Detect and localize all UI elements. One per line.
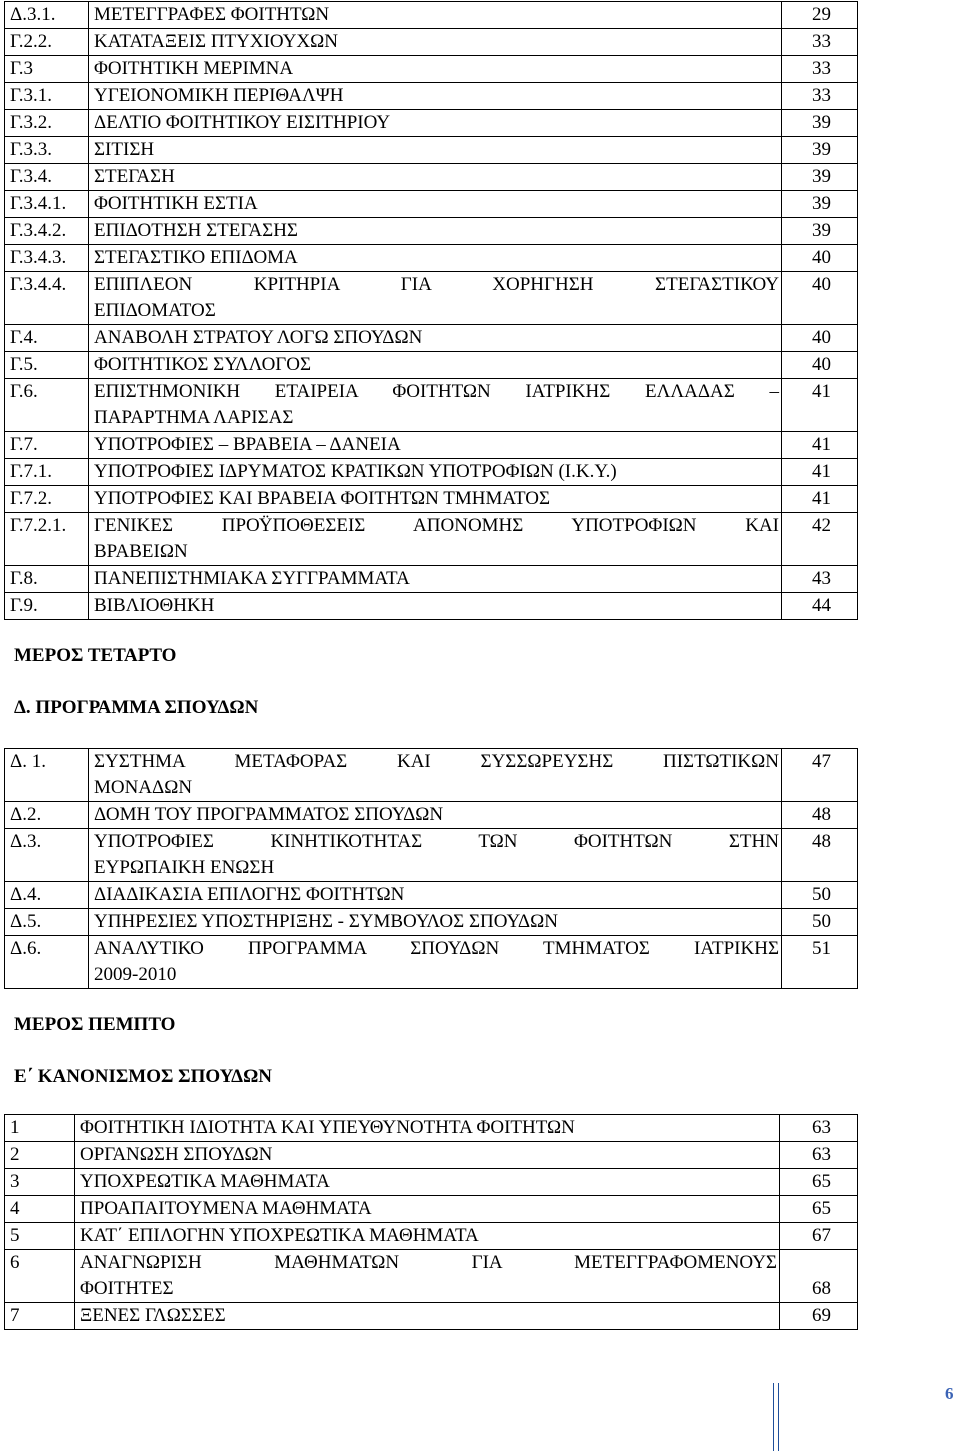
toc-title-line: ΑΝΑΛΥΤΙΚΟ ΠΡΟΓΡΑΜΜΑ ΣΠΟΥΔΩΝ ΤΜΗΜΑΤΟΣ ΙΑΤΡΙΚΗΣ	[94, 938, 779, 959]
toc-row	[5, 2, 858, 29]
toc-page-number: 47	[782, 749, 858, 802]
toc-section-code: Γ.7.	[5, 432, 89, 459]
toc-title-line: ΑΝΑΓΝΩΡΙΣΗ ΜΑΘΗΜΑΤΩΝ ΓΙΑ ΜΕΤΕΓΓΡΑΦΟΜΕΝΟΥΣ	[80, 1252, 777, 1273]
toc-title-line: ΥΠΟΧΡΕΩΤΙΚΑ ΜΑΘΗΜΑΤΑ	[80, 1171, 330, 1192]
toc-row	[5, 593, 858, 620]
toc-title-line: ΥΠΗΡΕΣΙΕΣ ΥΠΟΣΤΗΡΙΞΗΣ - ΣΥΜΒΟΥΛΟΣ ΣΠΟΥΔΩΝ	[94, 911, 558, 932]
toc-section-title	[89, 218, 782, 245]
toc-row	[5, 486, 858, 513]
toc-table-part5	[4, 1114, 858, 1330]
toc-section-code: Γ.7.2.1.	[5, 513, 89, 566]
toc-section-title	[89, 29, 782, 56]
part5-subheading: Ε΄ ΚΑΝΟΝΙΣΜΟΣ ΣΠΟΥΔΩΝ	[14, 1066, 273, 1087]
toc-title-line: ΓΕΝΙΚΕΣ ΠΡΟΫΠΟΘΕΣΕΙΣ ΑΠΟΝΟΜΗΣ ΥΠΟΤΡΟΦΙΩΝ ΚΑΙ	[94, 515, 779, 536]
toc-section-title	[75, 1169, 780, 1196]
toc-title-line: ΔΕΛΤΙΟ ΦΟΙΤΗΤΙΚΟΥ ΕΙΣΙΤΗΡΙΟΥ	[94, 112, 391, 133]
toc-row	[5, 1196, 858, 1223]
toc-section-title	[89, 272, 782, 325]
toc-row	[5, 936, 858, 989]
toc-page-number: 29	[782, 2, 858, 29]
toc-page-number: 51	[782, 936, 858, 989]
toc-title-line: ΕΠΙΠΛΕΟΝ ΚΡΙΤΗΡΙΑ ΓΙΑ ΧΟΡΗΓΗΣΗ ΣΤΕΓΑΣΤΙΚΟΥ	[94, 274, 779, 295]
toc-page-number: 40	[782, 325, 858, 352]
toc-page-number: 63	[780, 1115, 858, 1142]
toc-title-line: ΣΥΣΤΗΜΑ ΜΕΤΑΦΟΡΑΣ ΚΑΙ ΣΥΣΣΩΡΕΥΣΗΣ ΠΙΣΤΩΤΙΚΩΝ	[94, 751, 779, 772]
toc-title-continuation: ΕΠΙΔΟΜΑΤΟΣ	[94, 300, 216, 321]
toc-page-number: 43	[782, 566, 858, 593]
toc-title-line: ΥΠΟΤΡΟΦΙΕΣ ΚΑΙ ΒΡΑΒΕΙΑ ΦΟΙΤΗΤΩΝ ΤΜΗΜΑΤΟΣ	[94, 488, 551, 509]
toc-title-line: ΒΙΒΛΙΟΘΗΚΗ	[94, 595, 215, 616]
toc-row	[5, 245, 858, 272]
toc-row	[5, 513, 858, 566]
toc-section-title	[89, 882, 782, 909]
toc-title-line: ΔΙΑΔΙΚΑΣΙΑ ΕΠΙΛΟΓΗΣ ΦΟΙΤΗΤΩΝ	[94, 884, 405, 905]
toc-title-line: ΚΑΤΑΤΑΞΕΙΣ ΠΤΥΧΙΟΥΧΩΝ	[94, 31, 338, 52]
toc-row	[5, 110, 858, 137]
toc-section-title	[89, 829, 782, 882]
toc-page-number: 68	[780, 1250, 858, 1303]
toc-page-number: 33	[782, 83, 858, 110]
toc-row	[5, 218, 858, 245]
toc-title-continuation: ΜΟΝΑΔΩΝ	[94, 777, 193, 798]
footer-rule	[773, 1383, 779, 1451]
toc-section-title	[89, 56, 782, 83]
toc-section-title	[89, 379, 782, 432]
toc-page-number: 39	[782, 110, 858, 137]
toc-page-number: 41	[782, 379, 858, 432]
toc-section-title	[89, 325, 782, 352]
toc-title-line: ΠΡΟΑΠΑΙΤΟΥΜΕΝΑ ΜΑΘΗΜΑΤΑ	[80, 1198, 372, 1219]
toc-page-number: 67	[780, 1223, 858, 1250]
toc-section-code: Γ.3.4.2.	[5, 218, 89, 245]
toc-title-line: ΑΝΑΒΟΛΗ ΣΤΡΑΤΟΥ ΛΟΓΩ ΣΠΟΥΔΩΝ	[94, 327, 423, 348]
toc-section-code: Γ.3.4.4.	[5, 272, 89, 325]
toc-section-code: 6	[5, 1250, 75, 1303]
toc-title-line: ΦΟΙΤΗΤΙΚΗ ΜΕΡΙΜΝΑ	[94, 58, 294, 79]
toc-section-code: Δ.2.	[5, 802, 89, 829]
toc-section-code: Γ.2.2.	[5, 29, 89, 56]
toc-page-number: 65	[780, 1169, 858, 1196]
toc-row	[5, 459, 858, 486]
toc-row	[5, 802, 858, 829]
toc-title-line: ΦΟΙΤΗΤΙΚΟΣ ΣΥΛΛΟΓΟΣ	[94, 354, 312, 375]
toc-row	[5, 56, 858, 83]
toc-title-continuation: ΕΥΡΩΠΑΙΚΗ ΕΝΩΣΗ	[94, 857, 275, 878]
toc-section-title	[89, 137, 782, 164]
toc-section-code: Γ.9.	[5, 593, 89, 620]
toc-title-line: ΟΡΓΑΝΩΣΗ ΣΠΟΥΔΩΝ	[80, 1144, 273, 1165]
toc-section-title	[89, 593, 782, 620]
toc-page-number: 48	[782, 829, 858, 882]
toc-row	[5, 191, 858, 218]
toc-section-title	[89, 486, 782, 513]
toc-section-code: 2	[5, 1142, 75, 1169]
toc-title-line: ΥΠΟΤΡΟΦΙΕΣ ΙΔΡΥΜΑΤΟΣ ΚΡΑΤΙΚΩΝ ΥΠΟΤΡΟΦΙΩΝ (Ι.Κ.Υ.)	[94, 461, 617, 482]
toc-title-line: ΔΟΜΗ ΤΟΥ ΠΡΟΓΡΑΜΜΑΤΟΣ ΣΠΟΥΔΩΝ	[94, 804, 444, 825]
toc-section-title	[89, 513, 782, 566]
toc-page-number: 40	[782, 352, 858, 379]
toc-row	[5, 1223, 858, 1250]
page-number: 6	[945, 1384, 954, 1403]
toc-row	[5, 1303, 858, 1330]
toc-page-number: 63	[780, 1142, 858, 1169]
toc-section-title	[89, 191, 782, 218]
toc-title-continuation: ΦΟΙΤΗΤΕΣ	[80, 1278, 174, 1299]
toc-section-code: Γ.7.2.	[5, 486, 89, 513]
toc-page-number: 33	[782, 29, 858, 56]
toc-section-code: 4	[5, 1196, 75, 1223]
toc-section-title	[75, 1223, 780, 1250]
toc-row	[5, 882, 858, 909]
toc-title-line: ΥΠΟΤΡΟΦΙΕΣ – ΒΡΑΒΕΙΑ – ΔΑΝΕΙΑ	[94, 434, 401, 455]
toc-page-number: 39	[782, 164, 858, 191]
toc-page-number: 41	[782, 459, 858, 486]
toc-row	[5, 352, 858, 379]
toc-page-number: 41	[782, 432, 858, 459]
toc-page-number: 33	[782, 56, 858, 83]
toc-page-number: 42	[782, 513, 858, 566]
toc-section-title	[75, 1196, 780, 1223]
toc-title-line: ΦΟΙΤΗΤΙΚΗ ΙΔΙΟΤΗΤΑ ΚΑΙ ΥΠΕΥΘΥΝΟΤΗΤΑ ΦΟΙΤΗΤΩΝ	[80, 1117, 575, 1138]
part5-heading: ΜΕΡΟΣ ΠΕΜΠΤΟ	[14, 1014, 176, 1035]
toc-section-title	[75, 1250, 780, 1303]
toc-title-line: ΜΕΤΕΓΓΡΑΦΕΣ ΦΟΙΤΗΤΩΝ	[94, 4, 330, 25]
toc-title-continuation: 2009-2010	[94, 964, 177, 985]
toc-row	[5, 29, 858, 56]
toc-row	[5, 566, 858, 593]
toc-table-part3	[4, 1, 858, 620]
toc-section-title	[75, 1115, 780, 1142]
toc-page-number: 39	[782, 137, 858, 164]
toc-section-title	[89, 2, 782, 29]
toc-title-line: ΣΙΤΙΣΗ	[94, 139, 155, 160]
toc-section-code: Δ.3.1.	[5, 2, 89, 29]
toc-title-line: ΥΠΟΤΡΟΦΙΕΣ ΚΙΝΗΤΙΚΟΤΗΤΑΣ ΤΩΝ ΦΟΙΤΗΤΩΝ ΣΤΗΝ	[94, 831, 779, 852]
toc-row	[5, 379, 858, 432]
toc-section-code: Γ.3	[5, 56, 89, 83]
toc-title-line: ΚΑΤ΄ ΕΠΙΛΟΓΗΝ ΥΠΟΧΡΕΩΤΙΚΑ ΜΑΘΗΜΑΤΑ	[80, 1225, 479, 1246]
toc-section-code: Γ.3.4.	[5, 164, 89, 191]
toc-section-title	[89, 432, 782, 459]
toc-section-title	[89, 909, 782, 936]
toc-table-part4	[4, 748, 858, 989]
toc-title-line: ΣΤΕΓΑΣΗ	[94, 166, 175, 187]
toc-section-title	[89, 83, 782, 110]
toc-page-number: 48	[782, 802, 858, 829]
toc-page-number: 40	[782, 272, 858, 325]
toc-title-line: ΕΠΙΣΤΗΜΟΝΙΚΗ ΕΤΑΙΡΕΙΑ ΦΟΙΤΗΤΩΝ ΙΑΤΡΙΚΗΣ ΕΛΛΑΔΑΣ –	[94, 381, 779, 402]
toc-section-code: Δ.6.	[5, 936, 89, 989]
toc-row	[5, 272, 858, 325]
toc-section-code: Γ.3.3.	[5, 137, 89, 164]
toc-row	[5, 325, 858, 352]
toc-section-title	[89, 566, 782, 593]
toc-section-code: Γ.8.	[5, 566, 89, 593]
toc-section-code: 7	[5, 1303, 75, 1330]
toc-title-line: ΥΓΕΙΟΝΟΜΙΚΗ ΠΕΡΙΘΑΛΨΗ	[94, 85, 344, 106]
toc-row	[5, 1142, 858, 1169]
toc-section-title	[75, 1303, 780, 1330]
toc-page-number: 65	[780, 1196, 858, 1223]
toc-row	[5, 164, 858, 191]
toc-page-number: 41	[782, 486, 858, 513]
toc-section-title	[89, 749, 782, 802]
toc-section-code: Γ.3.4.3.	[5, 245, 89, 272]
toc-section-code: Δ.5.	[5, 909, 89, 936]
toc-title-line: ΦΟΙΤΗΤΙΚΗ ΕΣΤΙΑ	[94, 193, 258, 214]
part4-subheading: Δ. ΠΡΟΓΡΑΜΜΑ ΣΠΟΥΔΩΝ	[14, 697, 259, 718]
toc-section-title	[75, 1142, 780, 1169]
part4-heading: ΜΕΡΟΣ ΤΕΤΑΡΤΟ	[14, 645, 177, 666]
toc-section-code: Γ.4.	[5, 325, 89, 352]
toc-section-code: Γ.5.	[5, 352, 89, 379]
toc-row	[5, 137, 858, 164]
toc-section-title	[89, 164, 782, 191]
toc-section-code: Δ. 1.	[5, 749, 89, 802]
toc-page-number: 39	[782, 191, 858, 218]
toc-section-title	[89, 802, 782, 829]
toc-title-continuation: ΠΑΡΑΡΤΗΜΑ ΛΑΡΙΣΑΣ	[94, 407, 294, 428]
toc-row	[5, 432, 858, 459]
toc-row	[5, 829, 858, 882]
toc-title-line: ΣΤΕΓΑΣΤΙΚΟ ΕΠΙΔΟΜΑ	[94, 247, 298, 268]
toc-section-code: Γ.3.4.1.	[5, 191, 89, 218]
toc-page-number: 50	[782, 882, 858, 909]
toc-page-number: 39	[782, 218, 858, 245]
toc-row	[5, 749, 858, 802]
toc-section-title	[89, 352, 782, 379]
toc-section-code: 3	[5, 1169, 75, 1196]
toc-page-number: 44	[782, 593, 858, 620]
toc-row	[5, 83, 858, 110]
toc-row	[5, 1169, 858, 1196]
toc-title-line: ΞΕΝΕΣ ΓΛΩΣΣΕΣ	[80, 1305, 226, 1326]
toc-section-code: Γ.6.	[5, 379, 89, 432]
toc-section-code: Δ.4.	[5, 882, 89, 909]
toc-section-title	[89, 936, 782, 989]
toc-page-number: 69	[780, 1303, 858, 1330]
toc-page-number: 40	[782, 245, 858, 272]
toc-section-code: 5	[5, 1223, 75, 1250]
toc-title-line: ΠΑΝΕΠΙΣΤΗΜΙΑΚΑ ΣΥΓΓΡΑΜΜΑΤΑ	[94, 568, 410, 589]
toc-section-code: 1	[5, 1115, 75, 1142]
toc-title-continuation: ΒΡΑΒΕΙΩΝ	[94, 541, 188, 562]
toc-title-line: ΕΠΙΔΟΤΗΣΗ ΣΤΕΓΑΣΗΣ	[94, 220, 298, 241]
toc-section-code: Γ.3.1.	[5, 83, 89, 110]
toc-row	[5, 909, 858, 936]
toc-section-title	[89, 110, 782, 137]
toc-page-number: 50	[782, 909, 858, 936]
toc-section-title	[89, 245, 782, 272]
toc-section-code: Γ.7.1.	[5, 459, 89, 486]
toc-section-code: Γ.3.2.	[5, 110, 89, 137]
toc-section-title	[89, 459, 782, 486]
toc-section-code: Δ.3.	[5, 829, 89, 882]
toc-row	[5, 1250, 858, 1303]
toc-row	[5, 1115, 858, 1142]
